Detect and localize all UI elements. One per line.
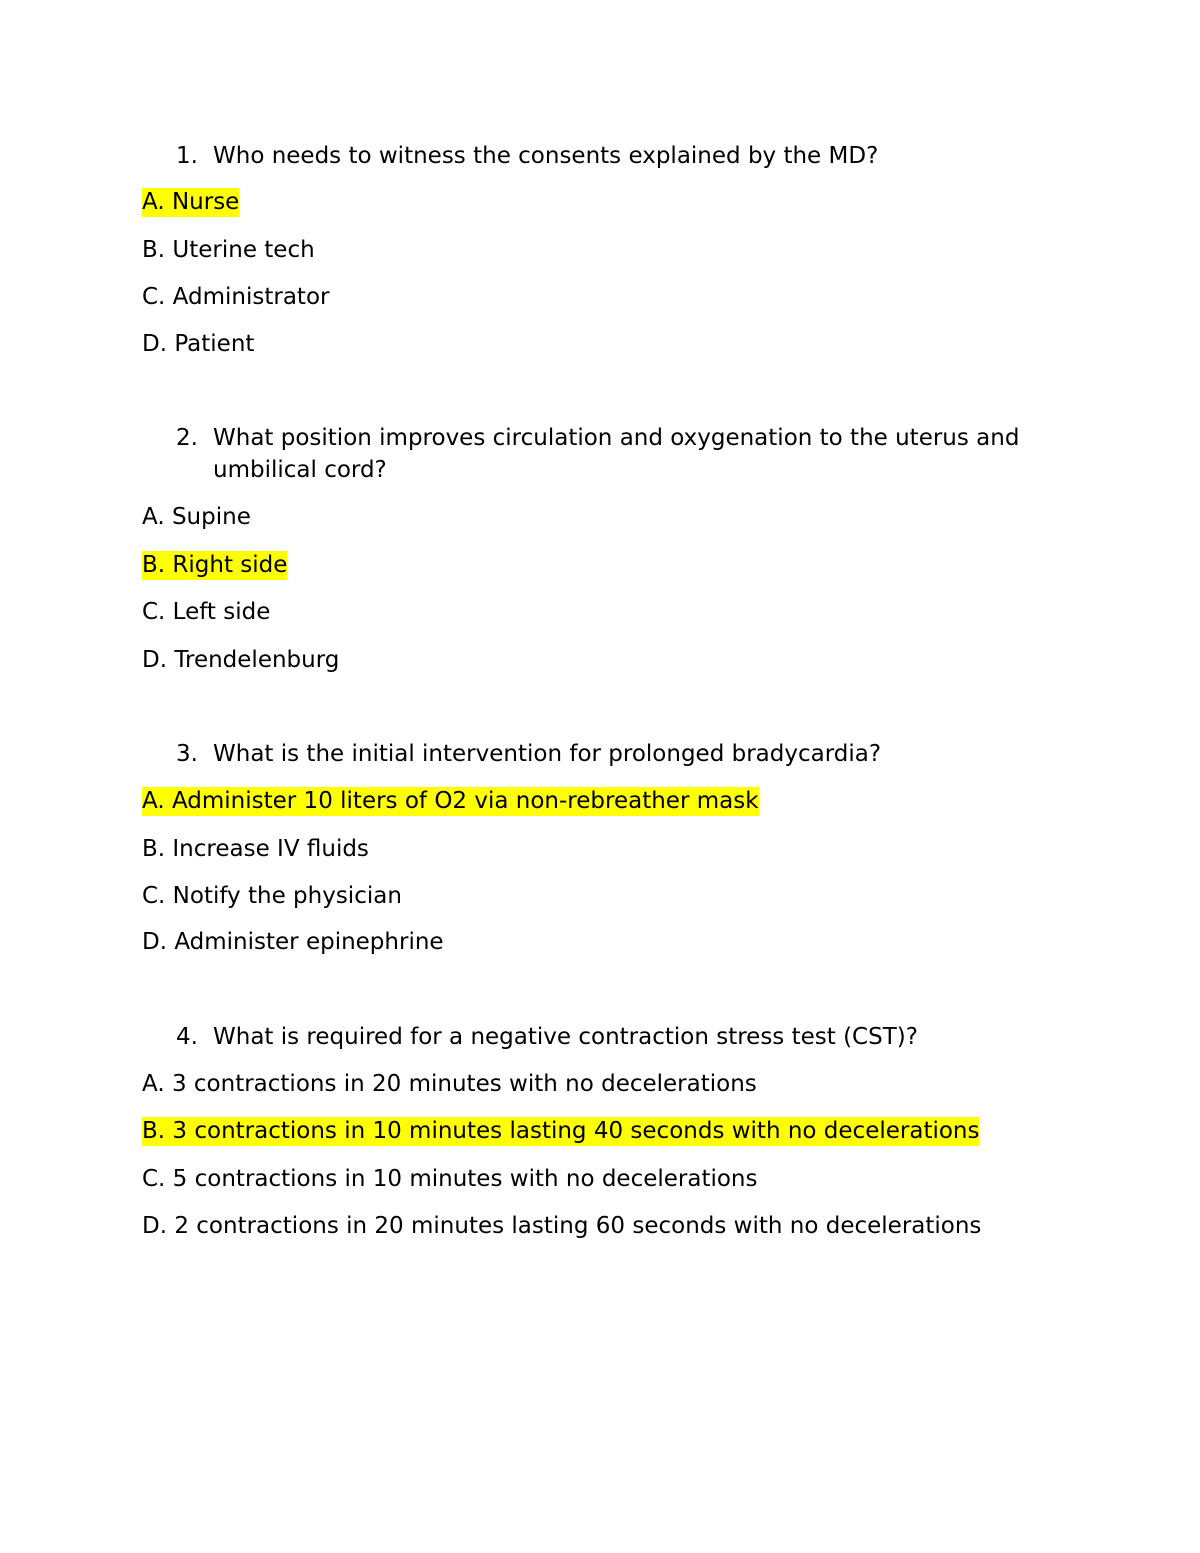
option-4c [142, 1164, 758, 1194]
option-text: D. 2 contractions in 20 minutes lasting 60 seconds with no decelerations [142, 1213, 982, 1239]
question-3 [176, 738, 1076, 770]
option-text: A. 3 contractions in 20 minutes with no decelerations [142, 1071, 757, 1097]
option-text: A. Supine [142, 504, 251, 530]
option-text: D. Patient [142, 331, 255, 357]
option-2c [142, 597, 270, 627]
question-number: 3. [176, 741, 198, 767]
option-4d [142, 1211, 981, 1241]
question-2 [176, 422, 1076, 486]
question-number: 4. [176, 1024, 198, 1050]
option-1b [142, 235, 315, 265]
option-3a [142, 786, 759, 816]
question-text: What is required for a negative contraction stress test (CST)? [213, 1024, 918, 1050]
option-1a [142, 187, 239, 217]
option-text: C. Administrator [142, 284, 330, 310]
option-2a [142, 502, 251, 532]
option-text: D. Administer epinephrine [142, 929, 444, 955]
question-text: Who needs to witness the consents explained by the MD? [213, 143, 879, 169]
option-2b [142, 550, 287, 580]
option-1d [142, 329, 254, 359]
highlighted-answer: B. Right side [142, 552, 288, 578]
highlighted-answer: B. 3 contractions in 10 minutes lasting 40 seconds with no decelerations [142, 1118, 980, 1144]
question-number: 2. [176, 425, 198, 451]
question-1 [176, 140, 1076, 172]
question-text: What is the initial intervention for prolonged bradycardia? [213, 741, 882, 767]
option-4a [142, 1069, 757, 1099]
option-3d [142, 927, 444, 957]
question-text: What position improves circulation and oxygenation to the uterus and umbilical cord? [213, 425, 1020, 483]
question-4 [176, 1021, 1076, 1053]
option-text: B. Uterine tech [142, 237, 315, 263]
option-text: C. Left side [142, 599, 271, 625]
option-2d [142, 645, 339, 675]
option-text: C. 5 contractions in 10 minutes with no decelerations [142, 1166, 758, 1192]
option-text: D. Trendelenburg [142, 647, 340, 673]
highlighted-answer: A. Administer 10 liters of O2 via non-rebreather mask [142, 788, 759, 814]
option-3b [142, 834, 369, 864]
option-text: C. Notify the physician [142, 883, 402, 909]
question-number: 1. [176, 143, 198, 169]
option-text: B. Increase IV fluids [142, 836, 369, 862]
option-1c [142, 282, 329, 312]
option-3c [142, 881, 402, 911]
highlighted-answer: A. Nurse [142, 189, 240, 215]
option-4b [142, 1116, 979, 1146]
